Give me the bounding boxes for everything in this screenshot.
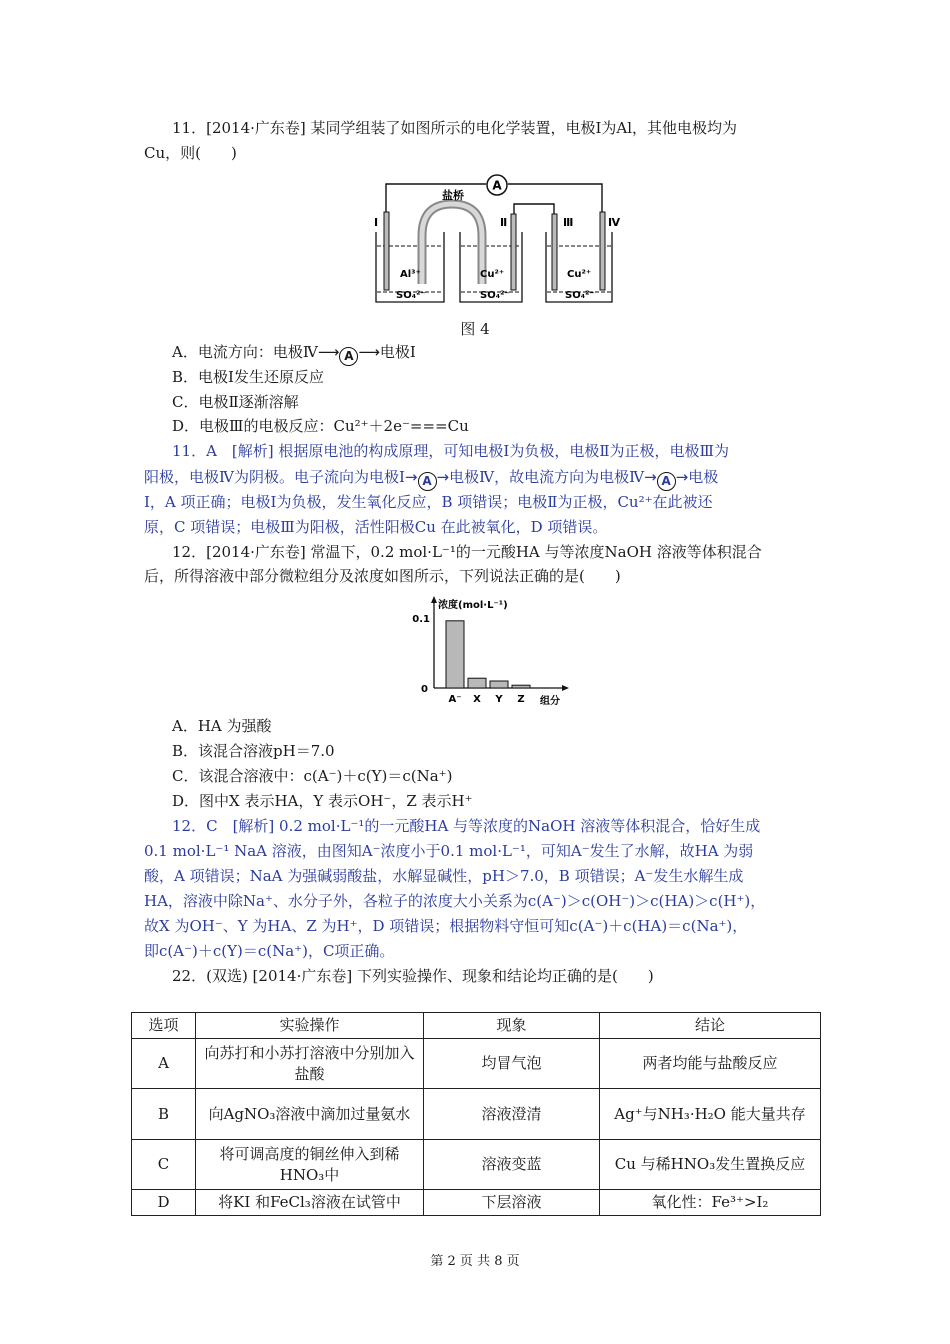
q11-option-c: C．电极Ⅱ逐渐溶解 (172, 393, 299, 411)
table-cell: 两者均能与盐酸反应 (600, 1039, 821, 1089)
experiment-table (131, 1012, 821, 1216)
q12-option-d: D．图中X 表示HA，Y 表示OH⁻，Z 表示H⁺ (172, 792, 473, 810)
table-row (132, 1190, 821, 1216)
q11-analysis-line2 (144, 467, 718, 491)
q12-stem-line1: 12．[2014·广东卷] 常温下，0.2 mol·L⁻¹的一元酸HA 与等浓度NaOH 溶液等体积混合 (172, 543, 762, 561)
q12-analysis-line6: 即c(A⁻)＋c(Y)＝c(Na⁺)，C项正确。 (144, 942, 395, 960)
q11-stem-line1: 11．[2014·广东卷] 某同学组装了如图所示的电化学装置，电极Ⅰ为Al，其他电极均为 (172, 119, 738, 137)
q11-option-a-tail: 电极Ⅰ (379, 343, 416, 361)
electrode-label-3: Ⅲ (563, 216, 574, 229)
page-footer: 第 2 页 共 8 页 (430, 1254, 520, 1269)
electrode-label-1: Ⅰ (374, 216, 379, 229)
arrow-icon: ⟶ (317, 343, 340, 361)
arrow-icon: → (404, 468, 418, 486)
q12-analysis-line4: HA，溶液中除Na⁺、水分子外，各粒子的浓度大小关系为c(A⁻)＞c(OH⁻)＞c(HA)＞c(H⁺)， (144, 892, 766, 910)
y-tick-0.1: 0.1 (412, 614, 430, 625)
ammeter-icon: A (657, 472, 676, 491)
arrow-icon: ⟶ (358, 343, 380, 361)
table-cell: 氧化性：Fe³⁺>I₂ (600, 1190, 821, 1216)
q11-option-a-text: A．电流方向：电极Ⅳ (172, 343, 318, 361)
electrode-3 (552, 214, 557, 290)
x-axis-label: 组分 (540, 696, 560, 706)
q11-analysis-line4: 原，C 项错误；电极Ⅲ为阳极，活性阳极Cu 在此被氧化，D 项错误。 (144, 518, 608, 536)
table-header: 结论 (600, 1013, 821, 1039)
electrode-label-4: Ⅳ (608, 216, 621, 229)
anion-label-3: SO₄²⁻ (565, 290, 595, 301)
ammeter-icon: A (418, 472, 437, 491)
table-row (132, 1039, 821, 1089)
q11-analysis-line3: Ⅰ，A 项正确；电极Ⅰ为负极，发生氧化反应，B 项错误；电极Ⅱ为正极，Cu²⁺在此被还 (144, 493, 713, 511)
table-header: 选项 (132, 1013, 196, 1039)
table-cell: 下层溶液 (424, 1190, 600, 1216)
ion-label-1: Al³⁺ (400, 269, 421, 280)
q12-stem-line2: 后，所得溶液中部分微粒组分及浓度如图所示，下列说法正确的是( ) (144, 567, 621, 585)
category-label-2: Y (495, 694, 503, 705)
table-cell: 将KI 和FeCl₃溶液在试管中 (196, 1190, 424, 1216)
anion-label-2: SO₄²⁻ (480, 290, 510, 301)
table-cell: 均冒气泡 (424, 1039, 600, 1089)
q11-analysis-seg3: 电极 (688, 468, 719, 486)
table-header-row (132, 1013, 821, 1039)
q11-option-b: B．电极Ⅰ发生还原反应 (172, 368, 324, 386)
table-header: 实验操作 (196, 1013, 424, 1039)
electrode-1 (384, 212, 389, 290)
y-axis-arrow (431, 596, 437, 603)
concentration-bar-chart (412, 594, 572, 706)
x-axis-arrow (562, 685, 569, 691)
anion-label-1: SO₄²⁻ (396, 290, 426, 301)
arrow-icon: → (436, 468, 450, 486)
table-cell: 向苏打和小苏打溶液中分别加入盐酸 (196, 1039, 424, 1089)
ion-label-2: Cu²⁺ (480, 269, 505, 280)
category-label-0: A⁻ (448, 694, 462, 705)
electrode-2 (511, 214, 516, 290)
q12-analysis-line1: 12．C [解析] 0.2 mol·L⁻¹的一元酸HA 与等浓度的NaOH 溶液等体积混合，恰好生成 (172, 817, 761, 835)
y-tick-0: 0 (421, 684, 428, 695)
electrode-label-2: Ⅱ (500, 216, 508, 229)
arrow-icon: → (675, 468, 689, 486)
table-header: 现象 (424, 1013, 600, 1039)
salt-bridge-label: 盐桥 (442, 189, 464, 202)
table-row (132, 1089, 821, 1140)
table-cell: A (132, 1039, 196, 1089)
table-cell: B (132, 1089, 196, 1140)
y-axis-label: 浓度(mol·L⁻¹) (438, 600, 508, 611)
q11-stem-line2: Cu，则( ) (144, 144, 237, 162)
table-cell: 溶液澄清 (424, 1089, 600, 1140)
q11-option-d: D．电极Ⅲ的电极反应：Cu²⁺＋2e⁻===Cu (172, 417, 469, 435)
category-label-1: X (473, 694, 481, 705)
electrochem-diagram (362, 174, 622, 306)
table-cell: Cu 与稀HNO₃发生置换反应 (600, 1140, 821, 1190)
q11-analysis-seg1: 阳极，电极Ⅳ为阴极。电子流向为电极Ⅰ (144, 468, 405, 486)
ion-label-3: Cu²⁺ (567, 269, 592, 280)
bar-2 (490, 681, 508, 688)
table-cell: 将可调高度的铜丝伸入到稀HNO₃中 (196, 1140, 424, 1190)
arrow-icon: → (644, 468, 657, 486)
q12-option-c: C．该混合溶液中：c(A⁻)＋c(Y)＝c(Na⁺) (172, 767, 453, 785)
q11-analysis-seg2: 电极Ⅳ，故电流方向为电极Ⅳ (449, 468, 645, 486)
electrode-4 (600, 212, 605, 290)
table-cell: 溶液变蓝 (424, 1140, 600, 1190)
table-row (132, 1140, 821, 1190)
q12-analysis-line5: 故X 为OH⁻、Y 为HA、Z 为H⁺，D 项错误；根据物料守恒可知c(A⁻)＋c(HA)＝c(Na⁺)， (144, 917, 748, 935)
q12-option-a: A．HA 为强酸 (172, 717, 272, 735)
table-cell: D (132, 1190, 196, 1216)
bar-1 (468, 678, 486, 688)
figure-caption: 图 4 (460, 320, 490, 338)
table-cell: C (132, 1140, 196, 1190)
category-label-3: Z (517, 694, 525, 705)
table-cell: 向AgNO₃溶液中滴加过量氨水 (196, 1089, 424, 1140)
bar-3 (512, 685, 530, 688)
q11-option-a (172, 342, 416, 366)
bar-0 (446, 621, 464, 688)
q11-analysis-line1: 11．A [解析] 根据原电池的构成原理，可知电极Ⅰ为负极，电极Ⅱ为正极，电极Ⅲ为 (172, 442, 729, 460)
ammeter-label: A (492, 178, 502, 193)
q12-analysis-line2: 0.1 mol·L⁻¹ NaA 溶液，由图知A⁻浓度小于0.1 mol·L⁻¹，可知A⁻发生了水解，故HA 为弱 (144, 842, 754, 860)
q22-stem: 22．(双选) [2014·广东卷] 下列实验操作、现象和结论均正确的是( ) (172, 967, 654, 985)
ammeter-icon: A (339, 347, 358, 366)
q12-option-b: B．该混合溶液pH＝7.0 (172, 742, 335, 760)
table-cell: Ag⁺与NH₃·H₂O 能大量共存 (600, 1089, 821, 1140)
q12-analysis-line3: 酸，A 项错误；NaA 为强碱弱酸盐，水解显碱性，pH＞7.0，B 项错误；A⁻发生水解生成 (144, 867, 744, 885)
